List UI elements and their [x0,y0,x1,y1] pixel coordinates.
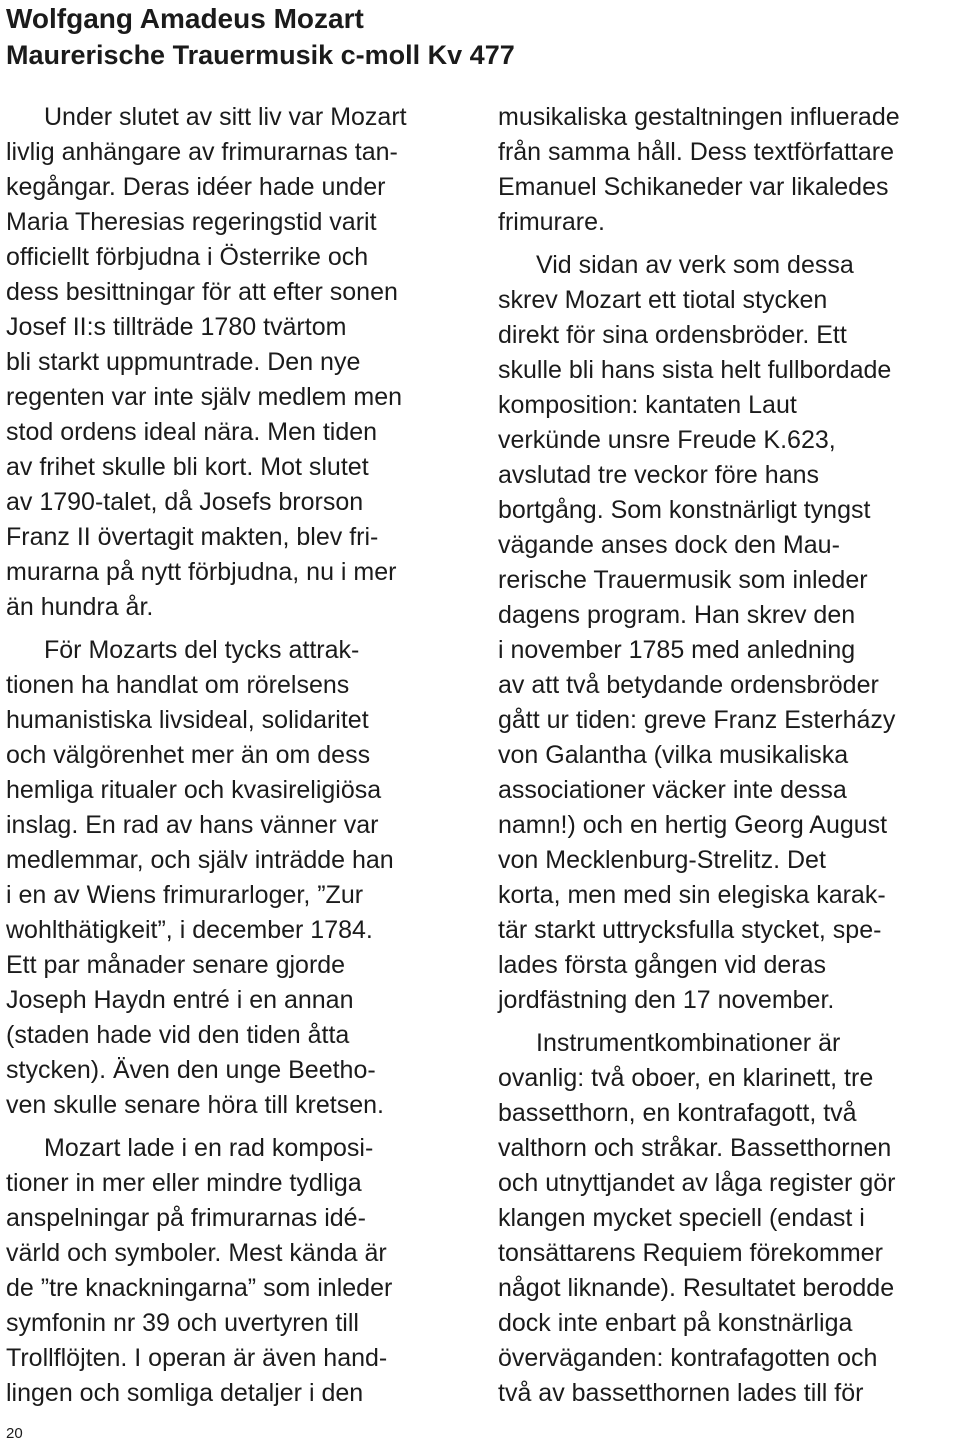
text-line: Maria Theresias regeringstid varit [6,208,377,236]
text-line: bli starkt uppmuntrade. Den nye [6,348,361,376]
text-line: tär starkt uttrycksfulla stycket, spe- [498,916,882,944]
text-line: valthorn och stråkar. Bassetthornen [498,1134,892,1162]
text-line: Trollflöjten. I operan är även hand- [6,1344,388,1372]
text-line: än hundra år. [6,593,154,621]
text-line: rerische Trauermusik som inleder [498,566,868,594]
left-column [6,100,476,1411]
text-line: från samma håll. Dess textförfattare [498,138,894,166]
text-line: dagens program. Han skrev den [498,601,856,629]
text-line: stycken). Även den unge Beetho- [6,1056,376,1084]
text-line: av att två betydande ordensbröder [498,671,879,699]
text-line: livlig anhängare av frimurarnas tan- [6,138,398,166]
right-column [498,100,956,1411]
text-line: ovanlig: två oboer, en klarinett, tre [498,1064,874,1092]
page-number: 20 [6,1425,23,1442]
text-line: För Mozarts del tycks attrak- [44,636,360,664]
text-line: associationer väcker inte dessa [498,776,847,804]
text-line: verkünde unsre Freude K.623, [498,426,836,454]
text-line: värld och symboler. Mest kända är [6,1239,387,1267]
text-line: (staden hade vid den tiden åtta [6,1021,350,1049]
text-line: jordfästning den 17 november. [498,986,835,1014]
text-line: två av bassetthornen lades till för [498,1379,864,1407]
text-line: Vid sidan av verk som dessa [536,251,854,279]
text-line: kegångar. Deras idéer hade under [6,173,386,201]
paragraph [498,1026,956,1411]
text-line: inslag. En rad av hans vänner var [6,811,379,839]
text-line: gått ur tiden: greve Franz Esterházy [498,706,896,734]
text-line: Ett par månader senare gjorde [6,951,346,979]
text-line: skulle bli hans sista helt fullbordade [498,356,892,384]
text-line: humanistiska livsideal, solidaritet [6,706,369,734]
text-line: korta, men med sin elegiska karak- [498,881,886,909]
text-line: lingen och somliga detaljer i den [6,1379,364,1407]
text-line: anspelningar på frimurarnas idé- [6,1204,366,1232]
text-line: tioner in mer eller mindre tydliga [6,1169,362,1197]
text-line: direkt för sina ordensbröder. Ett [498,321,847,349]
text-line: Mozart lade i en rad komposi- [44,1134,374,1162]
text-line: överväganden: kontrafagotten och [498,1344,878,1372]
text-line: lades första gången vid deras [498,951,826,979]
text-line: von Mecklenburg-Strelitz. Det [498,846,826,874]
text-line: hemliga ritualer och kvasireligiösa [6,776,382,804]
text-line: Josef II:s tillträde 1780 tvärtom [6,313,347,341]
text-line: officiellt förbjudna i Österrike och [6,243,369,271]
text-line: Instrumentkombinationer är [536,1029,841,1057]
text-line: vägande anses dock den Mau- [498,531,840,559]
paragraph [498,248,956,1018]
text-line: symfonin nr 39 och uvertyren till [6,1309,359,1337]
text-line: frimurare. [498,208,605,236]
text-line: murarna på nytt förbjudna, nu i mer [6,558,397,586]
text-line: Under slutet av sitt liv var Mozart [44,103,407,131]
text-line: och välgörenhet mer än om dess [6,741,371,769]
text-line: avslutad tre veckor före hans [498,461,819,489]
text-line: och utnyttjandet av låga register gör [498,1169,896,1197]
text-line: regenten var inte själv medlem men [6,383,403,411]
text-line: musikaliska gestaltningen influerade [498,103,900,131]
text-line: Joseph Haydn entré i en annan [6,986,354,1014]
text-line: av frihet skulle bli kort. Mot slutet [6,453,369,481]
text-line: dess besittningar för att efter sonen [6,278,398,306]
text-line: dock inte enbart på konstnärliga [498,1309,853,1337]
text-line: ven skulle senare höra till kretsen. [6,1091,384,1119]
text-line: wohlthätigkeit”, i december 1784. [6,916,373,944]
text-line: i en av Wiens frimurarloger, ”Zur [6,881,364,909]
composer-title: Wolfgang Amadeus Mozart [6,3,364,34]
text-line: något liknande). Resultatet berodde [498,1274,895,1302]
text-line: stod ordens ideal nära. Men tiden [6,418,378,446]
text-line: av 1790-talet, då Josefs brorson [6,488,364,516]
text-line: komposition: kantaten Laut [498,391,797,419]
paragraph [6,633,476,1123]
text-line: klangen mycket speciell (endast i [498,1204,865,1232]
text-line: Franz II övertagit makten, blev fri- [6,523,379,551]
text-line: skrev Mozart ett tiotal stycken [498,286,828,314]
text-line: von Galantha (vilka musikaliska [498,741,849,769]
text-line: i november 1785 med anledning [498,636,856,664]
text-line: de ”tre knackningarna” som inleder [6,1274,393,1302]
work-title: Maurerische Trauermusik c-moll Kv 477 [6,40,515,70]
text-line: medlemmar, och själv inträdde han [6,846,394,874]
text-line: tionen ha handlat om rörelsens [6,671,350,699]
paragraph [498,100,956,240]
text-line: namn!) och en hertig Georg August [498,811,888,839]
text-line: bassetthorn, en kontrafagott, två [498,1099,857,1127]
text-line: bortgång. Som konstnärligt tyngst [498,496,871,524]
paragraph [6,1131,476,1411]
text-line: Emanuel Schikaneder var likaledes [498,173,889,201]
paragraph [6,100,476,625]
text-line: tonsättarens Requiem förekommer [498,1239,883,1267]
